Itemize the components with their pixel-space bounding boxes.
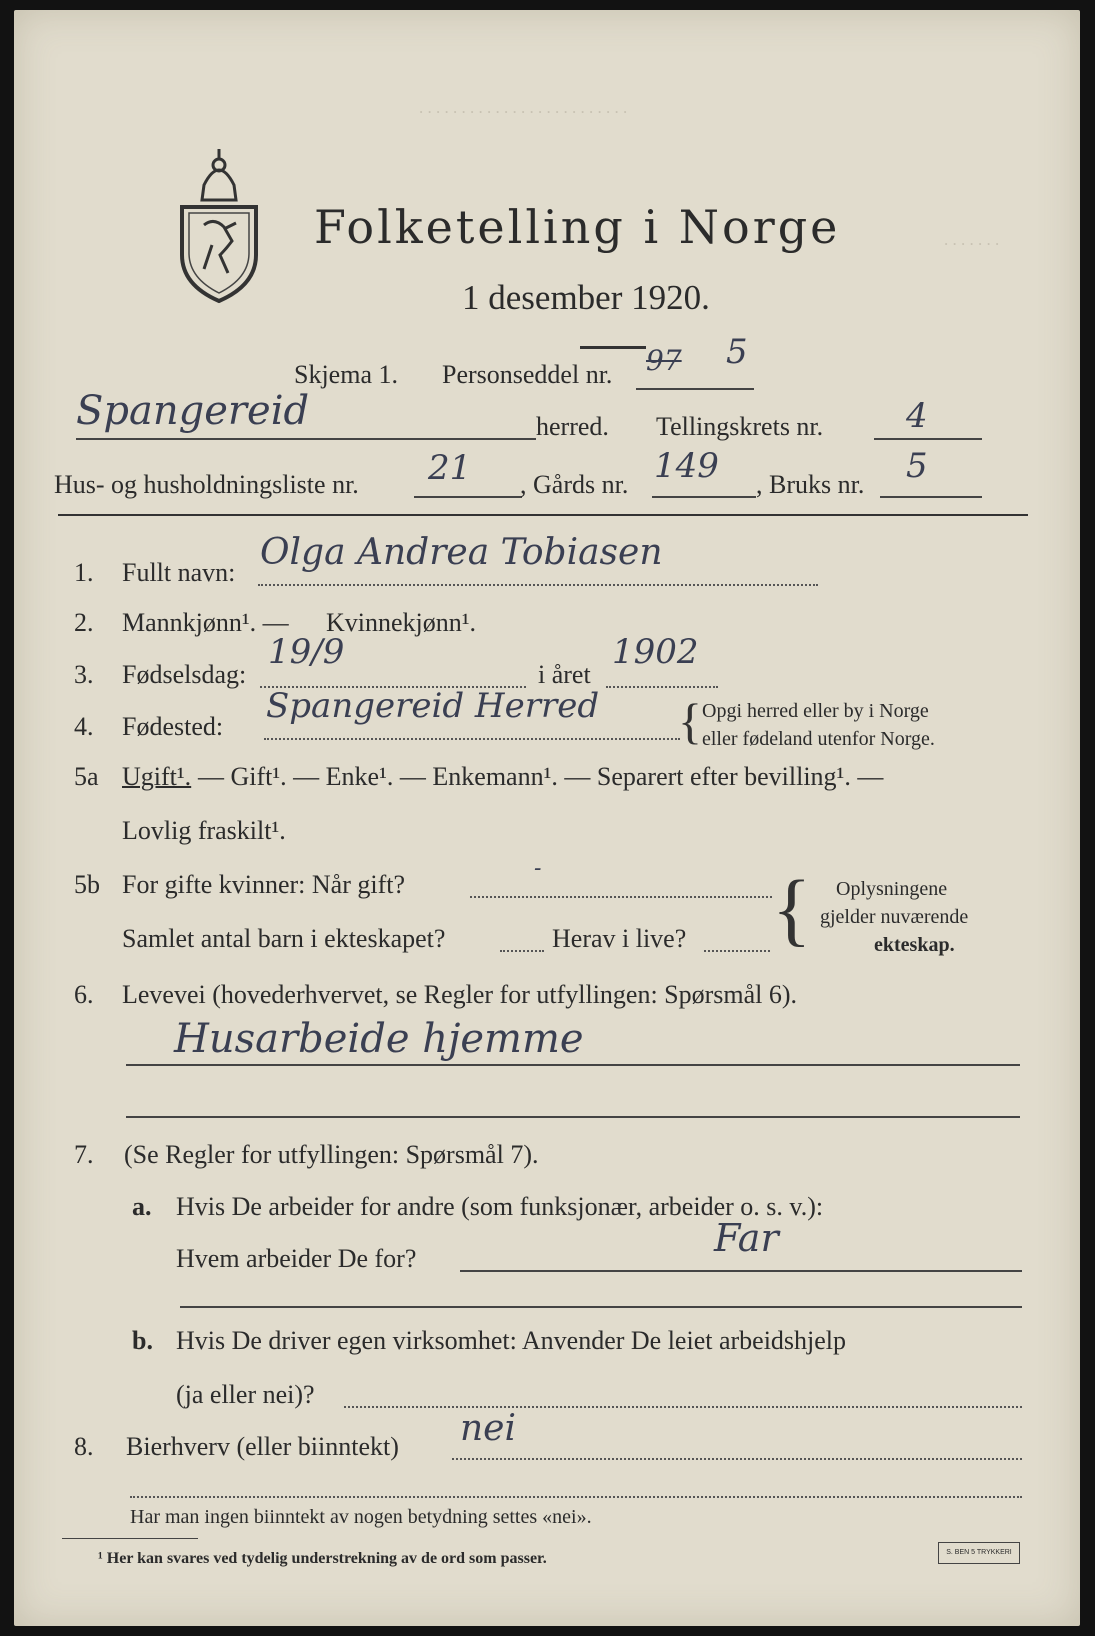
q5b-label-3: Herav i live?	[552, 924, 687, 953]
q8-value: nei	[460, 1408, 517, 1449]
q5b-line-1	[470, 896, 772, 898]
footnote-rule	[62, 1538, 198, 1539]
personseddel-struck-value: 97	[646, 344, 682, 377]
liste-value: 21	[428, 448, 472, 488]
q7a-number: a.	[132, 1192, 152, 1221]
q1-label: Fullt navn:	[122, 558, 236, 587]
q4-line	[264, 738, 680, 740]
q4-number: 4.	[74, 712, 94, 741]
herred-label: herred.	[536, 412, 609, 441]
q5a-number: 5a	[74, 762, 99, 791]
q5b-value-1: -	[534, 856, 542, 881]
q2-number: 2.	[74, 608, 94, 637]
q5b-label-1: For gifte kvinner: Når gift?	[122, 870, 406, 899]
personseddel-value: 5	[726, 332, 748, 372]
q8-number: 8.	[74, 1432, 94, 1461]
gards-value: 149	[654, 446, 719, 486]
q5a-line-2: Lovlig fraskilt¹.	[122, 816, 286, 845]
q4-value: Spangereid Herred	[266, 686, 600, 726]
q8-line-2	[130, 1496, 1022, 1498]
q8-line	[452, 1458, 1022, 1460]
q3-day-value: 19/9	[268, 632, 345, 672]
q3-number: 3.	[74, 660, 94, 689]
footnote: ¹ Her kan svares ved tydelig understrekning av de ord som passer.	[98, 1550, 547, 1567]
personseddel-label: Personseddel nr.	[442, 360, 613, 389]
q4-label: Fødested:	[122, 712, 224, 741]
q3-year-label: i året	[538, 660, 591, 689]
liste-label: Hus- og husholdningsliste nr.	[54, 470, 359, 499]
bruks-value: 5	[906, 446, 928, 486]
herred-value: Spangereid	[76, 388, 310, 434]
q2-male: Mannkjønn¹. —	[122, 608, 289, 637]
q5b-note-1: Oplysningene	[836, 878, 948, 900]
q5b-note-2: gjelder nuværende	[820, 906, 969, 928]
q2-female: Kvinnekjønn¹.	[326, 608, 477, 637]
q5b-label-2: Samlet antal barn i ekteskapet?	[122, 924, 446, 953]
tellingskrets-line	[874, 438, 982, 440]
form-title: Folketelling i Norge	[314, 200, 841, 254]
q7a-line-1	[460, 1270, 1022, 1272]
bleed-through-text: . . . . . . .	[944, 230, 1000, 249]
q7b-question: (ja eller nei)?	[176, 1380, 315, 1409]
tellingskrets-value: 4	[906, 396, 928, 436]
q7-number: 7.	[74, 1140, 94, 1169]
q5a-options: — Gift¹. — Enke¹. — Enkemann¹. — Separert efter bevilling¹. —	[198, 762, 884, 791]
liste-line	[414, 496, 522, 498]
q7a-question: Hvem arbeider De for?	[176, 1244, 417, 1273]
q4-brace: {	[678, 693, 702, 749]
personseddel-line	[636, 388, 754, 390]
q4-note-1: Opgi herred eller by i Norge	[702, 700, 929, 722]
q5b-line-3	[704, 950, 770, 952]
q6-line-1	[126, 1064, 1020, 1066]
schema-label: Skjema 1.	[294, 360, 398, 389]
title-divider	[580, 346, 646, 349]
q5b-brace: {	[772, 863, 812, 954]
census-form	[14, 10, 1080, 1626]
q6-line-2	[126, 1116, 1020, 1118]
q7b-line	[344, 1406, 1022, 1408]
q7a-value: Far	[714, 1216, 779, 1260]
bleed-through-text: . . . . . . . . . . . . . . . . . . . . . . . . .	[419, 98, 628, 117]
gards-line	[652, 496, 756, 498]
q7a-line-2	[180, 1306, 1022, 1308]
q7a-label: Hvis De arbeider for andre (som funksjonær, arbeider o. s. v.):	[176, 1192, 824, 1221]
q3-label: Fødselsdag:	[122, 660, 247, 689]
q8-label: Bierhverv (eller biinntekt)	[126, 1432, 399, 1461]
gards-label: , Gårds nr.	[520, 470, 629, 499]
q3-year-line	[606, 686, 718, 688]
q1-value: Olga Andrea Tobiasen	[260, 532, 663, 573]
q7b-number: b.	[132, 1326, 153, 1355]
q5b-note-3: ekteskap.	[874, 934, 955, 956]
q6-value: Husarbeide hjemme	[174, 1016, 584, 1062]
q6-number: 6.	[74, 980, 94, 1009]
q6-label: Levevei (hovederhvervet, se Regler for utfyllingen: Spørsmål 6).	[122, 980, 798, 1009]
q5a-ugift: Ugift¹.	[122, 762, 192, 791]
biinntekt-note: Har man ingen biinntekt av nogen betydning settes «nei».	[130, 1506, 592, 1528]
norway-coat-of-arms-icon	[174, 145, 264, 305]
q1-line	[258, 584, 818, 586]
q5b-line-2	[500, 950, 544, 952]
printer-stamp: S. BEN 5 TRYKKERI	[938, 1542, 1020, 1564]
q7b-label: Hvis De driver egen virksomhet: Anvender De leiet arbeidshjelp	[176, 1326, 847, 1355]
q1-number: 1.	[74, 558, 94, 587]
header-separator	[58, 514, 1028, 516]
tellingskrets-label: Tellingskrets nr.	[656, 412, 824, 441]
q5b-number: 5b	[74, 870, 100, 899]
bruks-line	[880, 496, 982, 498]
q4-note-2: eller fødeland utenfor Norge.	[702, 728, 935, 750]
census-date: 1 desember 1920.	[462, 278, 710, 317]
herred-line	[76, 438, 536, 440]
q3-year-value: 1902	[612, 632, 699, 672]
q7-label: (Se Regler for utfyllingen: Spørsmål 7).	[124, 1140, 539, 1169]
bruks-label: , Bruks nr.	[756, 470, 865, 499]
